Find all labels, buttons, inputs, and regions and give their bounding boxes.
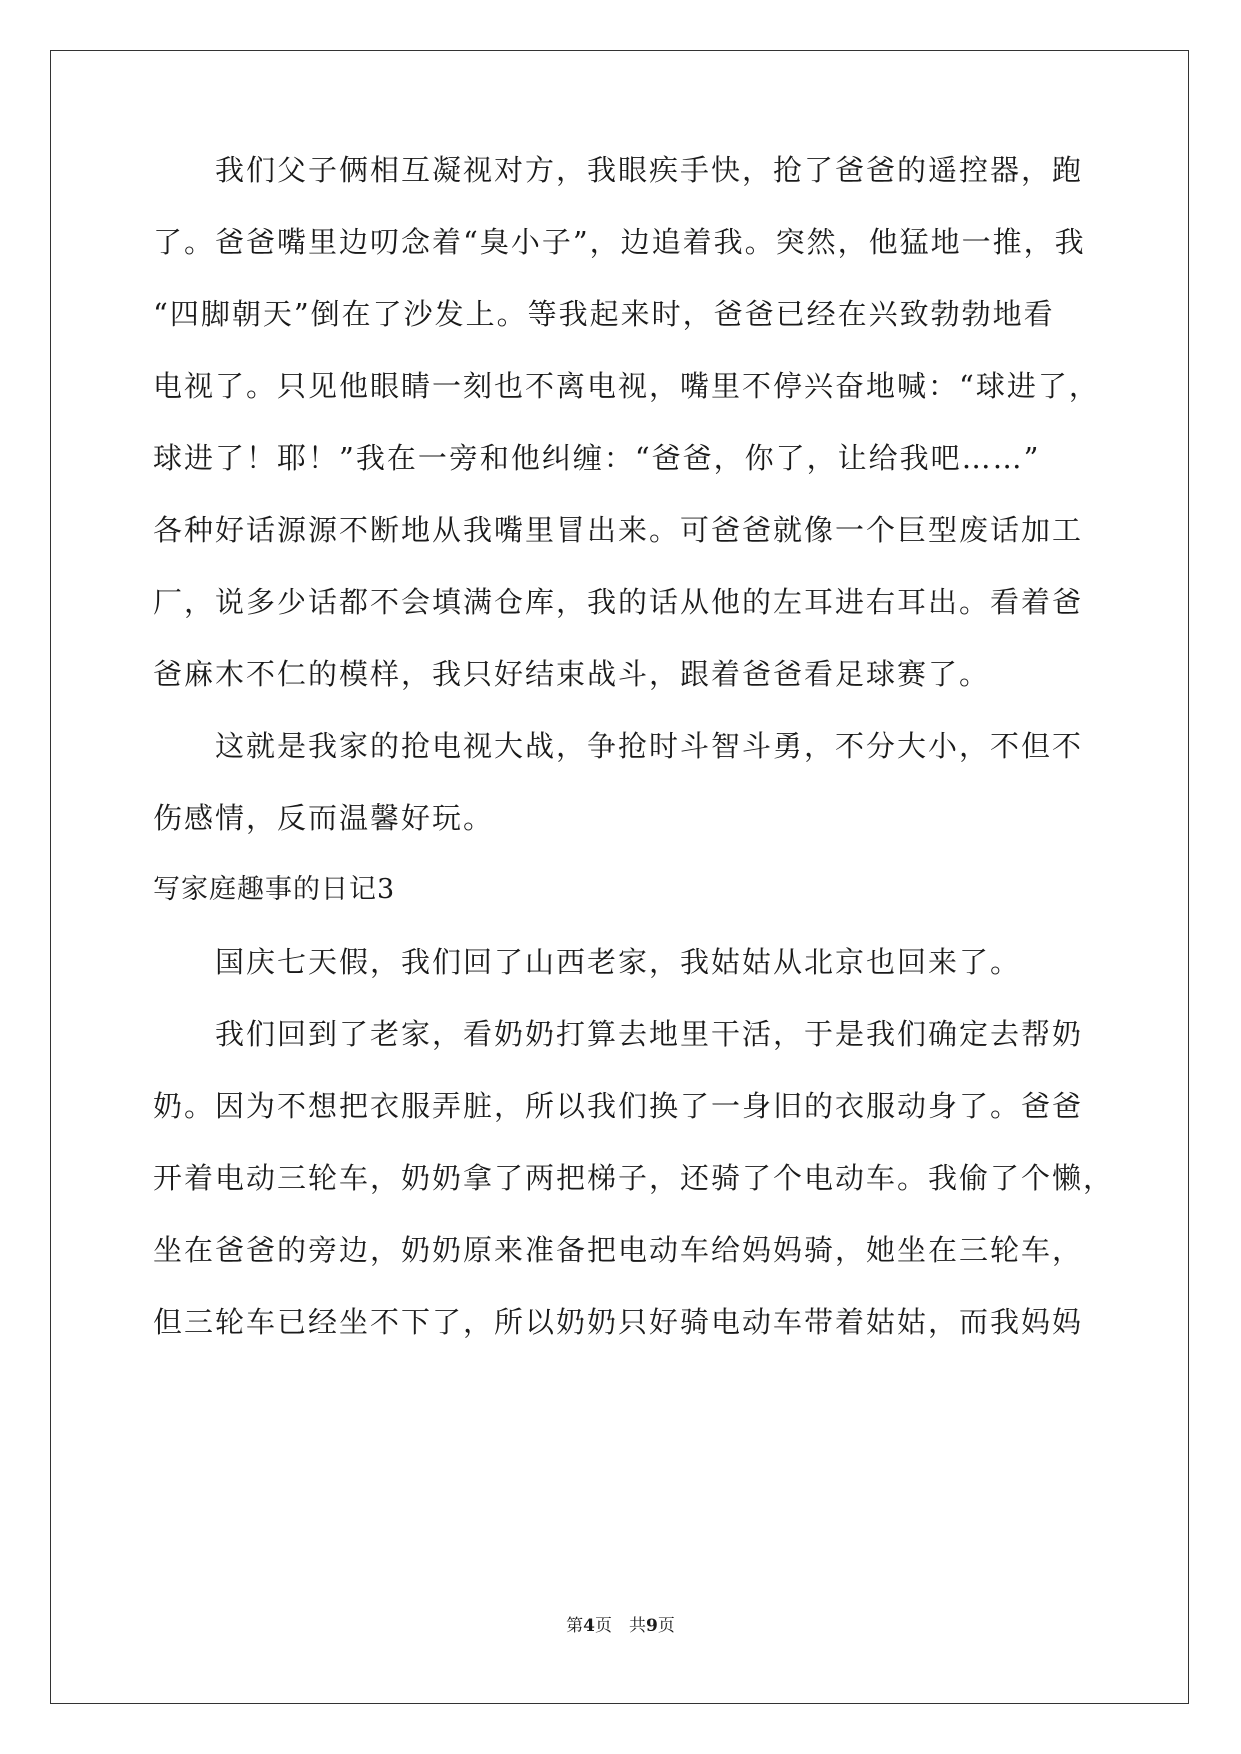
paragraph-line: 开着电动三轮车，奶奶拿了两把梯子，还骑了个电动车。我偷了个懒，	[153, 1161, 1115, 1195]
paragraph-line: 我们回到了老家，看奶奶打算去地里干活，于是我们确定去帮奶	[215, 1017, 1084, 1051]
page-footer	[0, 1614, 1241, 1638]
page-prefix: 第	[566, 1616, 584, 1636]
paragraph-line: 爸麻木不仁的模样，我只好结束战斗，跟着爸爸看足球赛了。	[153, 657, 991, 691]
paragraph-line: “四脚朝天”倒在了沙发上。等我起来时，爸爸已经在兴致勃勃地看	[153, 297, 1055, 331]
page-current: 4	[583, 1616, 595, 1636]
paragraph-line: 电视了。只见他眼睛一刻也不离电视，嘴里不停兴奋地喊：“球进了，	[153, 369, 1100, 403]
page-suffix: 页	[657, 1616, 675, 1636]
page-total: 9	[646, 1616, 658, 1636]
section-heading: 写家庭趣事的日记3	[153, 874, 396, 905]
paragraph-line: 我们父子俩相互凝视对方，我眼疾手快，抢了爸爸的遥控器，跑	[215, 153, 1084, 187]
page-mid: 页 共	[595, 1616, 646, 1636]
paragraph-line: 奶。因为不想把衣服弄脏，所以我们换了一身旧的衣服动身了。爸爸	[153, 1089, 1084, 1123]
paragraph-line: 了。爸爸嘴里边叨念着“臭小子”，边追着我。突然，他猛地一推，我	[153, 225, 1086, 259]
paragraph-line: 球进了！耶！”我在一旁和他纠缠：“爸爸，你了，让给我吧……”	[153, 441, 1041, 475]
paragraph-line: 各种好话源源不断地从我嘴里冒出来。可爸爸就像一个巨型废话加工	[153, 513, 1084, 547]
paragraph-line: 但三轮车已经坐不下了，所以奶奶只好骑电动车带着姑姑，而我妈妈	[153, 1305, 1084, 1339]
paragraph-line: 坐在爸爸的旁边，奶奶原来准备把电动车给妈妈骑，她坐在三轮车，	[153, 1233, 1084, 1267]
paragraph-line: 国庆七天假，我们回了山西老家，我姑姑从北京也回来了。	[215, 945, 1022, 979]
paragraph-line: 这就是我家的抢电视大战，争抢时斗智斗勇，不分大小，不但不	[215, 729, 1084, 763]
paragraph-line: 伤感情，反而温馨好玩。	[153, 801, 495, 835]
paragraph-line: 厂，说多少话都不会填满仓库，我的话从他的左耳进右耳出。看着爸	[153, 585, 1084, 619]
